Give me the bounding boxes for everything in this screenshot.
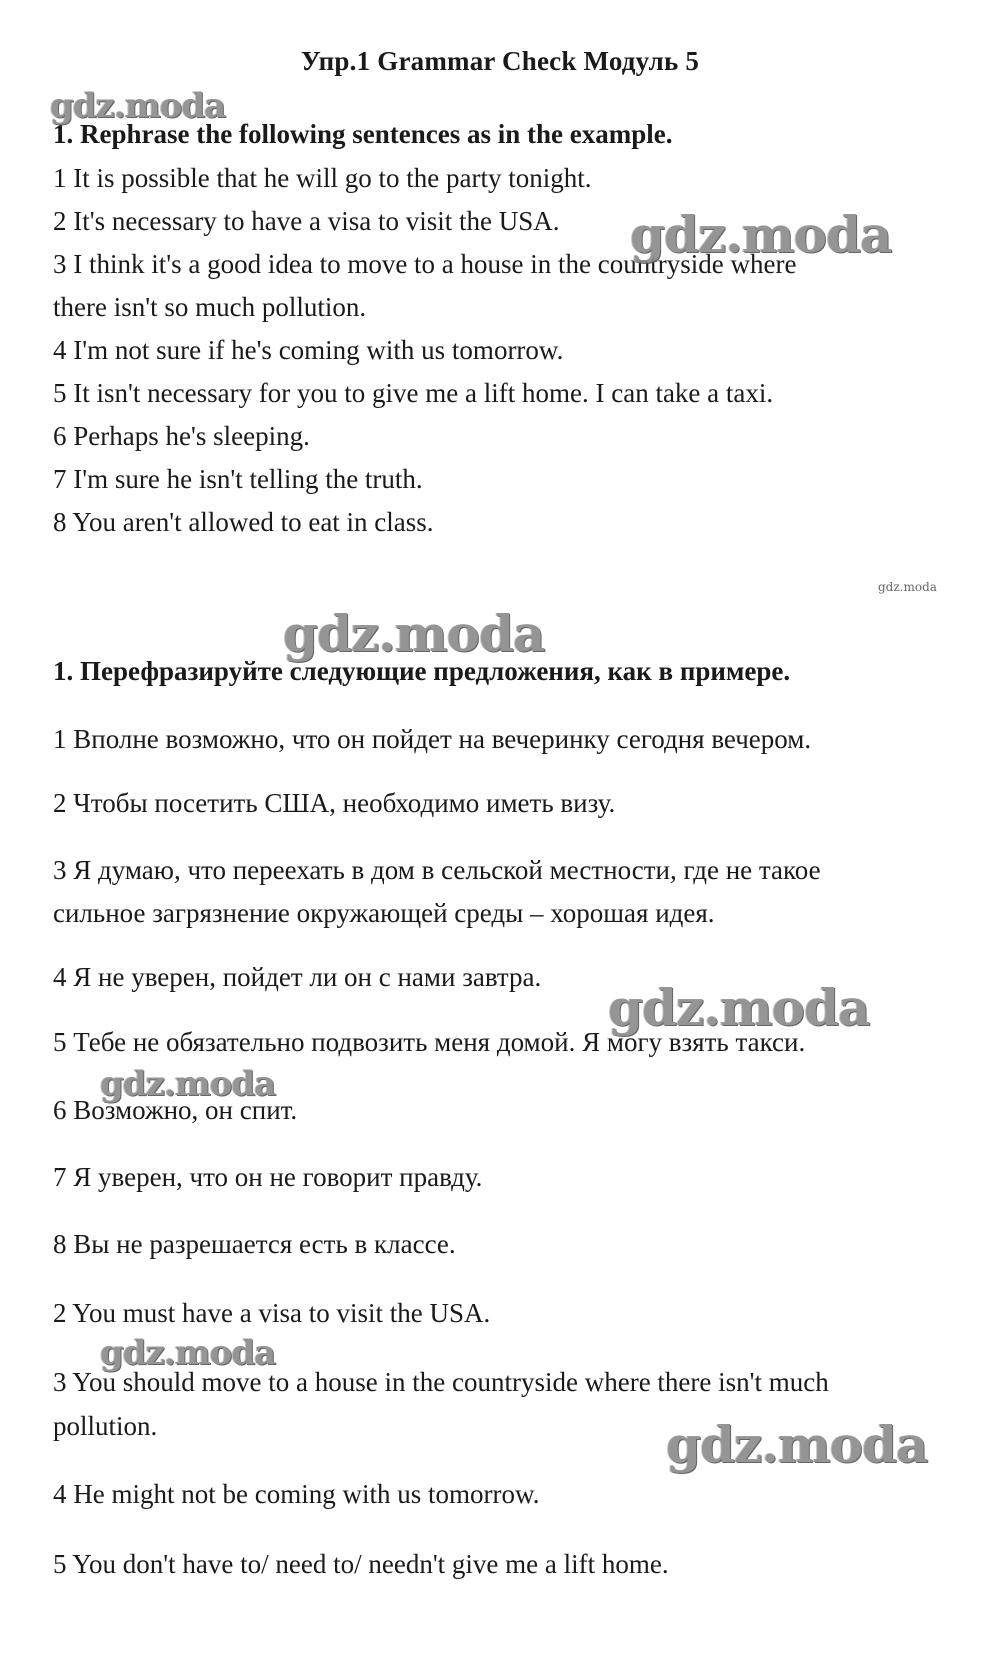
watermark: gdz.moda — [630, 205, 892, 264]
watermark: gdz.moda — [100, 1333, 276, 1373]
russian-line: 1 Вполне возможно, что он пойдет на вечеринку сегодня вечером. — [53, 724, 812, 754]
answer-line: pollution. — [53, 1411, 158, 1441]
english-line: 3 I think it's a good idea to move to a house in the countryside where — [53, 249, 797, 279]
russian-line: сильное загрязнение окружающей среды – хорошая идея. — [53, 898, 715, 928]
english-line: 1 It is possible that he will go to the party tonight. — [53, 163, 592, 193]
watermark: gdz.moda — [666, 1415, 928, 1474]
russian-line: 7 Я уверен, что он не говорит правду. — [53, 1162, 483, 1192]
watermark: gdz.moda — [100, 1064, 276, 1104]
english-line: 4 I'm not sure if he's coming with us tomorrow. — [53, 335, 564, 365]
english-heading: 1. Rephrase the following sentences as in the example. — [53, 119, 673, 149]
russian-heading: 1. Перефразируйте следующие предложения, как в примере. — [53, 656, 791, 686]
russian-line: 8 Вы не разрешается есть в классе. — [53, 1229, 456, 1259]
answer-line: 3 You should move to a house in the countryside where there isn't much — [53, 1367, 829, 1397]
page-title: Упр.1 Grammar Check Модуль 5 — [300, 46, 700, 76]
english-line: 6 Perhaps he's sleeping. — [53, 421, 310, 451]
russian-line: 6 Возможно, он спит. — [53, 1095, 298, 1125]
english-line: 2 It's necessary to have a visa to visit the USA. — [53, 206, 560, 236]
english-line: 5 It isn't necessary for you to give me a lift home. I can take a taxi. — [53, 378, 774, 408]
watermark: gdz.moda — [878, 580, 937, 594]
english-line: 8 You aren't allowed to eat in class. — [53, 507, 434, 537]
watermark: gdz.moda — [283, 604, 545, 663]
answer-line: 2 You must have a visa to visit the USA. — [53, 1298, 491, 1328]
english-line: 7 I'm sure he isn't telling the truth. — [53, 464, 423, 494]
russian-line: 3 Я думаю, что переехать в дом в сельской местности, где не такое — [53, 855, 821, 885]
russian-line: 2 Чтобы посетить США, необходимо иметь визу. — [53, 788, 616, 818]
answer-line: 4 He might not be coming with us tomorrow. — [53, 1479, 540, 1509]
answer-line: 5 You don't have to/ need to/ needn't give me a lift home. — [53, 1549, 669, 1579]
russian-line: 5 Тебе не обязательно подвозить меня домой. Я могу взять такси. — [53, 1027, 806, 1057]
watermark: gdz.moda — [608, 978, 870, 1037]
watermark: gdz.moda — [50, 86, 226, 126]
russian-line: 4 Я не уверен, пойдет ли он с нами завтра. — [53, 962, 542, 992]
english-line: there isn't so much pollution. — [53, 292, 367, 322]
